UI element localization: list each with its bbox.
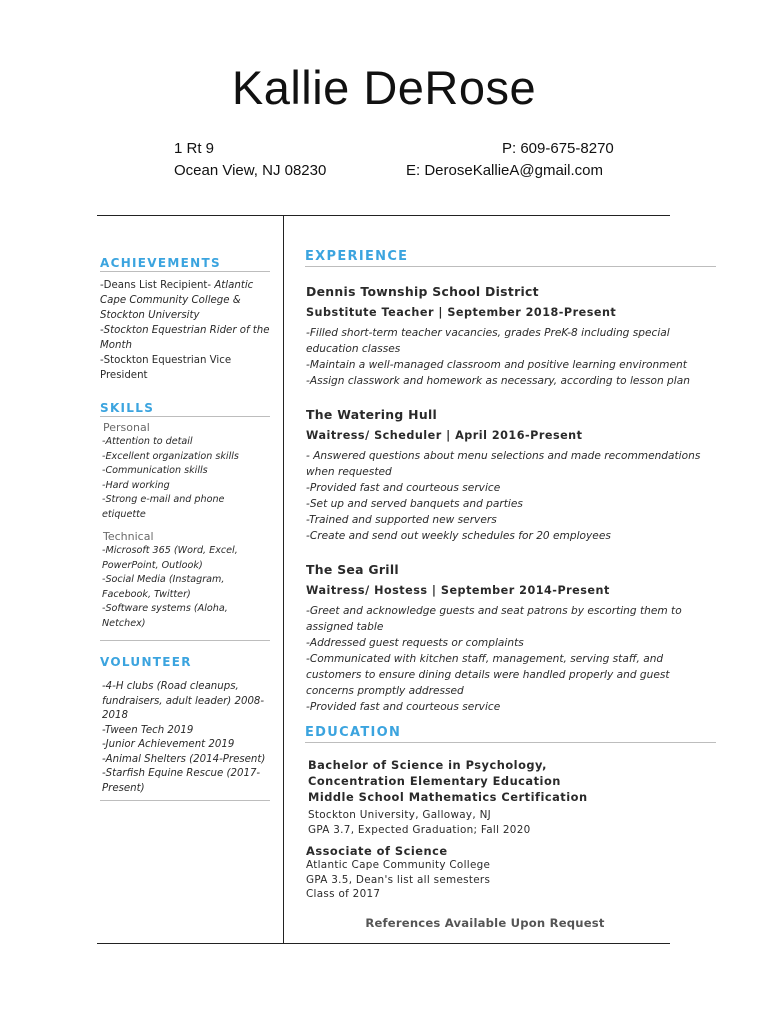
job-bullet: -Assign classwork and homework as necessary, according to lesson plan [306,375,690,387]
references-note: References Available Upon Request [365,916,605,930]
job-role: Waitress/ Scheduler | April 2016-Present [306,429,583,442]
degree-line: Middle School Mathematics Certification [308,790,588,804]
volunteer-item: -Tween Tech 2019 [102,724,194,736]
job-bullet: -Provided fast and courteous service [306,482,501,494]
top-divider [97,215,670,216]
bachelor-degree [308,757,716,805]
phone-number: P: 609-675-8270 [502,140,614,157]
address-line-1: 1 Rt 9 [174,140,215,157]
job-bullet: -Create and send out weekly schedules for 20 employees [306,530,611,542]
skill-item: -Attention to detail [102,436,193,447]
job-entry [305,562,716,715]
job-bullet: - Answered questions about menu selections and made recommendations when requested [306,450,701,478]
skill-item: -Social Media (Instagram, Facebook, Twitter) [102,574,225,600]
job-bullets [306,603,716,715]
achievement-item: -Stockton Equestrian Rider of the Month [100,325,270,351]
achievement-item: -Stockton Equestrian Vice President [100,355,232,381]
job-role: Substitute Teacher | September 2018-Present [306,306,617,319]
contact-block [406,138,614,182]
job-bullet: -Filled short-term teacher vacancies, grades PreK-8 including special education classes [306,327,670,355]
skill-item: -Hard working [102,479,170,491]
education-heading: EDUCATION [305,725,716,743]
job-bullet: -Provided fast and courteous service [306,701,501,713]
main-column [305,249,716,902]
personal-skills-list [100,435,270,522]
job-bullet: -Set up and served banquets and parties [306,498,523,510]
skill-item: -Software systems (Aloha, Netchex) [102,603,228,629]
experience-heading: EXPERIENCE [305,249,716,267]
personal-skills-heading: Personal [103,421,150,434]
associate-gpa: GPA 3.5, Dean's list all semesters [306,873,491,886]
degree-line: Bachelor of Science in Psychology, [308,758,547,772]
column-divider [283,216,284,943]
volunteer-item: -Starfish Equine Rescue (2017-Present) [102,768,261,794]
skills-end-rule [100,640,270,641]
volunteer-list [100,680,270,796]
sidebar [100,256,270,819]
education-block [308,757,716,902]
achievements-heading: ACHIEVEMENTS [100,256,270,272]
degree-line: Concentration Elementary Education [308,774,561,788]
skill-item: -Excellent organization skills [102,450,239,462]
volunteer-end-rule [100,800,270,801]
volunteer-item: -Junior Achievement 2019 [102,739,235,750]
bottom-divider [97,943,670,944]
achievements-section [100,256,270,383]
associate-class: Class of 2017 [306,888,381,900]
bachelor-school: Stockton University, Galloway, NJ [308,809,492,821]
job-entry [305,407,716,544]
job-bullet: -Maintain a well-managed classroom and positive learning environment [306,359,687,371]
volunteer-item: -Animal Shelters (2014-Present) [102,753,266,765]
email-address: E: DeroseKallieA@gmail.com [406,162,603,179]
job-role: Waitress/ Hostess | September 2014-Present [306,584,610,597]
technical-skills-heading: Technical [103,530,154,543]
volunteer-section [100,655,270,801]
bachelor-gpa: GPA 3.7, Expected Graduation; Fall 2020 [308,823,531,836]
skill-item: -Microsoft 365 (Word, Excel, PowerPoint, Outlook) [102,545,238,571]
address-block [174,138,326,182]
associate-degree: Associate of Science [306,844,448,858]
skill-item: -Strong e-mail and phone etiquette [102,494,225,520]
job-bullets [306,448,716,544]
achievement-item: -Deans List Recipient- Atlantic Cape Community College & Stockton University [100,280,254,321]
job-bullet: -Greet and acknowledge guests and seat patrons by escorting them to assigned table [306,605,682,633]
job-entry [305,284,716,389]
technical-skills-list [100,544,270,631]
job-employer: Dennis Township School District [306,284,539,299]
resume-name: Kallie DeRose [231,61,537,114]
volunteer-item: -4-H clubs (Road cleanups, fundraisers, adult leader) 2008-2018 [102,681,265,721]
associate-school: Atlantic Cape Community College [306,859,491,871]
skills-heading: SKILLS [100,401,270,417]
achievements-list [100,278,270,383]
job-bullet: -Addressed guest requests or complaints [306,637,524,649]
volunteer-heading: VOLUNTEER [100,655,192,669]
job-bullet: -Trained and supported new servers [306,514,497,526]
address-line-2: Ocean View, NJ 08230 [174,162,327,179]
job-employer: The Sea Grill [306,562,399,577]
job-bullet: -Communicated with kitchen staff, management, serving staff, and customers to ensure dining details were handled properly and guest concerns promptly addressed [306,653,670,697]
job-employer: The Watering Hull [306,407,438,422]
skills-section [100,401,270,641]
skill-item: -Communication skills [102,465,208,476]
job-bullets [306,325,716,389]
